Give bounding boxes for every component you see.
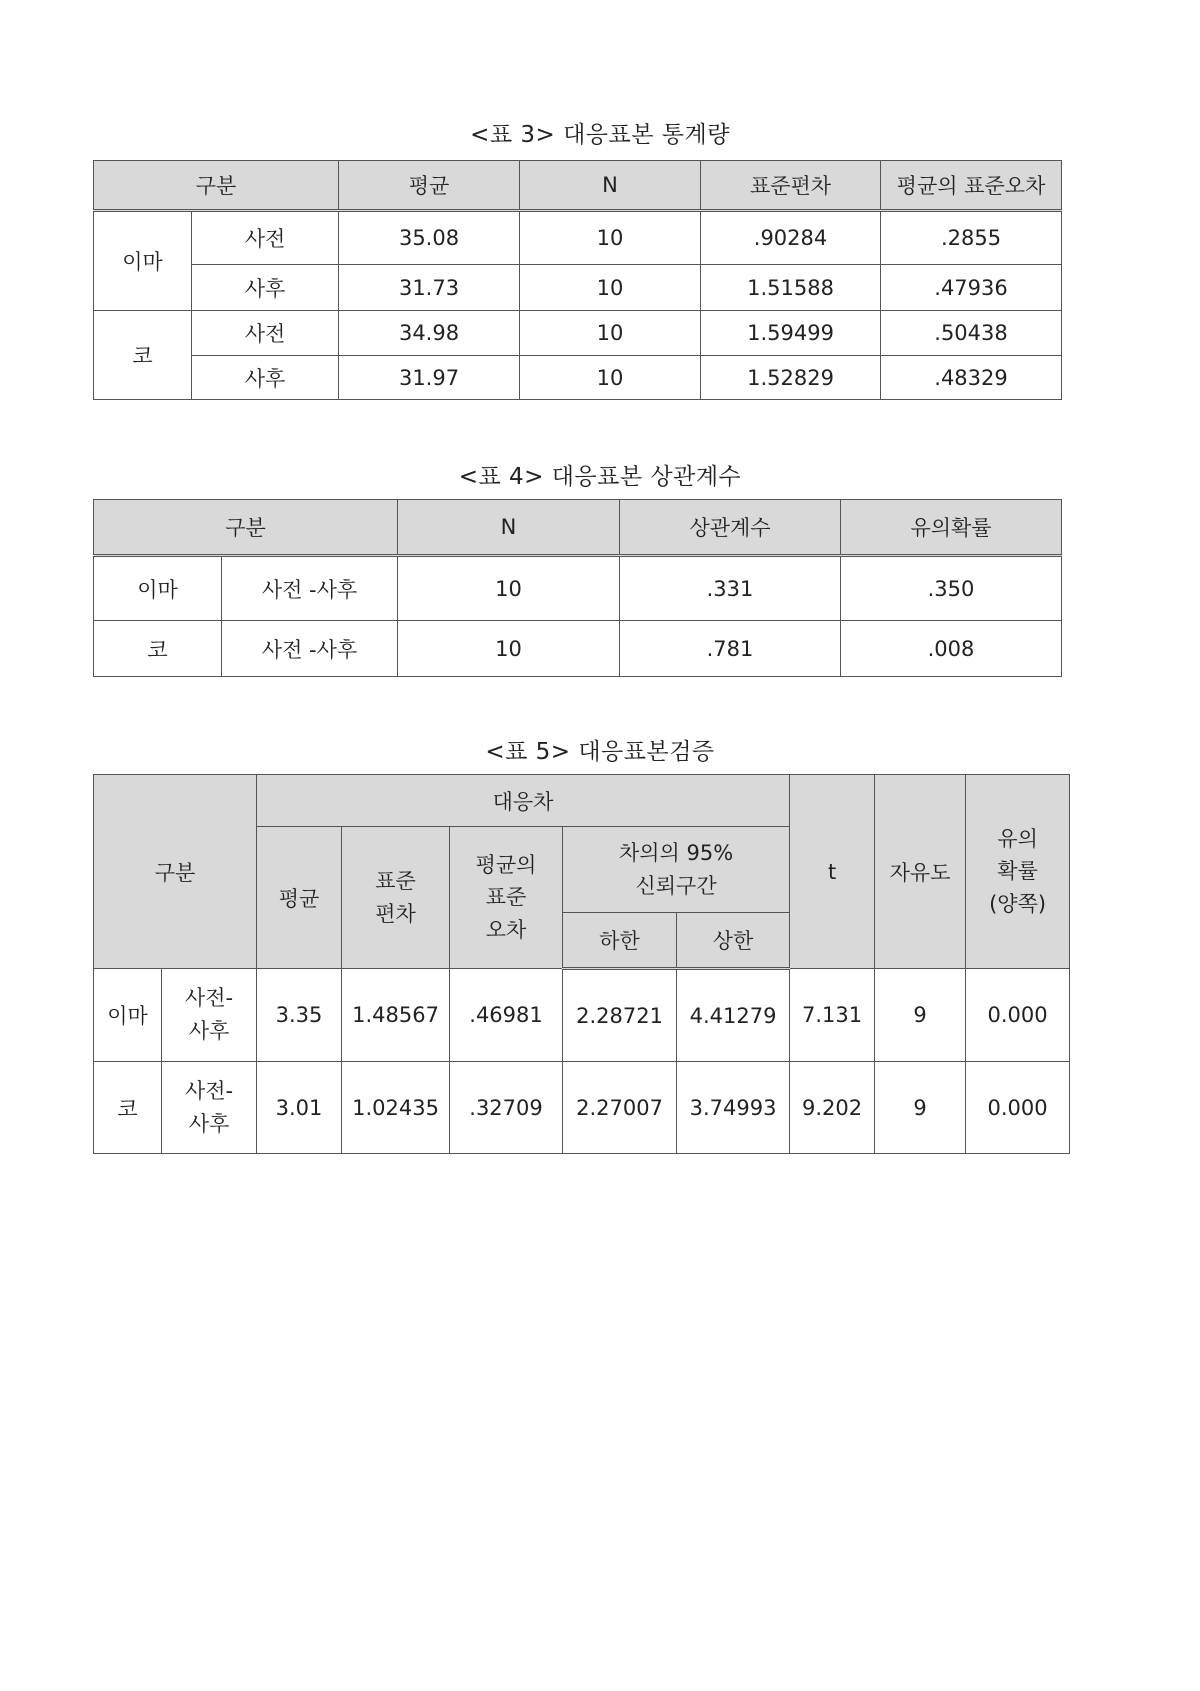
- column-header: 구분: [94, 161, 339, 211]
- column-header: 평균: [339, 161, 520, 211]
- cell-mean: 34.98: [339, 311, 520, 356]
- column-header: 상한: [677, 913, 790, 969]
- cell-significance: .350: [841, 556, 1062, 621]
- cell-correlation: .781: [620, 621, 841, 677]
- table4-caption: <표 4> 대응표본 상관계수: [458, 464, 742, 490]
- column-header: 평균의 표준오차: [881, 161, 1062, 211]
- cell-se: .50438: [881, 311, 1062, 356]
- header-line: 확률: [997, 859, 1038, 884]
- header-line: 오차: [485, 917, 527, 942]
- column-header: [563, 827, 790, 913]
- paired-samples-statistics-table: [93, 160, 1062, 400]
- cell-n: 10: [520, 211, 701, 265]
- cell-mean: 35.08: [339, 211, 520, 265]
- pair-label: [162, 1062, 257, 1154]
- column-header: 구분: [94, 775, 257, 969]
- cell-sd: 1.02435: [342, 1062, 450, 1154]
- cell-n: 10: [520, 311, 701, 356]
- cell-se: .47936: [881, 265, 1062, 311]
- cell-se: .48329: [881, 356, 1062, 400]
- cell-se: .32709: [450, 1062, 563, 1154]
- column-header: 유의확률: [841, 500, 1062, 556]
- pair-line: 사전-: [184, 986, 234, 1011]
- cell-ci-upper: 4.41279: [677, 969, 790, 1062]
- row-label: 사후: [192, 356, 339, 400]
- column-header: [450, 827, 563, 969]
- column-header: 상관계수: [620, 500, 841, 556]
- cell-ci-upper: 3.74993: [677, 1062, 790, 1154]
- group-label: 코: [94, 621, 222, 677]
- column-header: [966, 775, 1070, 969]
- table-row: [94, 265, 1062, 311]
- header-line: 표준: [375, 868, 416, 893]
- column-header: 평균: [257, 827, 342, 969]
- pair-line: 사전-: [184, 1078, 234, 1103]
- row-label: 사전: [192, 211, 339, 265]
- column-header: 자유도: [875, 775, 966, 969]
- cell-significance: 0.000: [966, 1062, 1070, 1154]
- column-header: 대응차: [257, 775, 790, 827]
- cell-n: 10: [520, 356, 701, 400]
- column-header: N: [520, 161, 701, 211]
- group-label: 이마: [94, 211, 192, 311]
- column-header: N: [398, 500, 620, 556]
- header-line: (양쪽): [989, 891, 1047, 916]
- cell-significance: 0.000: [966, 969, 1070, 1062]
- pair-label: 사전 -사후: [222, 621, 398, 677]
- cell-sd: 1.59499: [701, 311, 881, 356]
- header-line: 편차: [375, 901, 416, 926]
- cell-se: .2855: [881, 211, 1062, 265]
- row-label: 사전: [192, 311, 339, 356]
- pair-label: [162, 969, 257, 1062]
- cell-mean: 3.35: [257, 969, 342, 1062]
- column-header: 표준편차: [701, 161, 881, 211]
- paired-samples-test-table: [93, 774, 1070, 1154]
- cell-t: 9.202: [790, 1062, 875, 1154]
- cell-sd: 1.51588: [701, 265, 881, 311]
- header-line: 차의의 95%: [618, 840, 734, 865]
- cell-mean: 31.97: [339, 356, 520, 400]
- header-line: 평균의: [475, 852, 537, 877]
- cell-se: .46981: [450, 969, 563, 1062]
- table3-caption: <표 3> 대응표본 통계량: [470, 122, 730, 148]
- column-header: 하한: [563, 913, 677, 969]
- column-header: 구분: [94, 500, 398, 556]
- cell-significance: .008: [841, 621, 1062, 677]
- column-header: [342, 827, 450, 969]
- table-row: [94, 969, 1070, 1062]
- pair-line: 사후: [188, 1111, 230, 1136]
- cell-n: 10: [520, 265, 701, 311]
- cell-df: 9: [875, 1062, 966, 1154]
- cell-sd: 1.52829: [701, 356, 881, 400]
- pair-line: 사후: [188, 1019, 230, 1043]
- table-row: [94, 1062, 1070, 1154]
- cell-ci-lower: 2.28721: [563, 969, 677, 1062]
- header-line: 유의: [997, 826, 1038, 851]
- paired-samples-correlations-table: [93, 499, 1062, 677]
- pair-label: 사전 -사후: [222, 556, 398, 621]
- cell-sd: 1.48567: [342, 969, 450, 1062]
- cell-n: 10: [398, 556, 620, 621]
- header-line: 표준: [485, 885, 527, 910]
- table-row: [94, 211, 1062, 265]
- table5-caption: <표 5> 대응표본검증: [485, 739, 715, 765]
- cell-t: 7.131: [790, 969, 875, 1062]
- cell-sd: .90284: [701, 211, 881, 265]
- cell-ci-lower: 2.27007: [563, 1062, 677, 1154]
- group-label: 이마: [94, 969, 162, 1062]
- cell-df: 9: [875, 969, 966, 1062]
- table-row: [94, 556, 1062, 621]
- column-header: t: [790, 775, 875, 969]
- table-row: [94, 311, 1062, 356]
- table-row: [94, 356, 1062, 400]
- cell-n: 10: [398, 621, 620, 677]
- table-row: [94, 621, 1062, 677]
- group-label: 이마: [94, 556, 222, 621]
- header-line: 신뢰구간: [635, 873, 717, 898]
- cell-correlation: .331: [620, 556, 841, 621]
- group-label: 코: [94, 1062, 162, 1154]
- group-label: 코: [94, 311, 192, 400]
- cell-mean: 31.73: [339, 265, 520, 311]
- row-label: 사후: [192, 265, 339, 311]
- cell-mean: 3.01: [257, 1062, 342, 1154]
